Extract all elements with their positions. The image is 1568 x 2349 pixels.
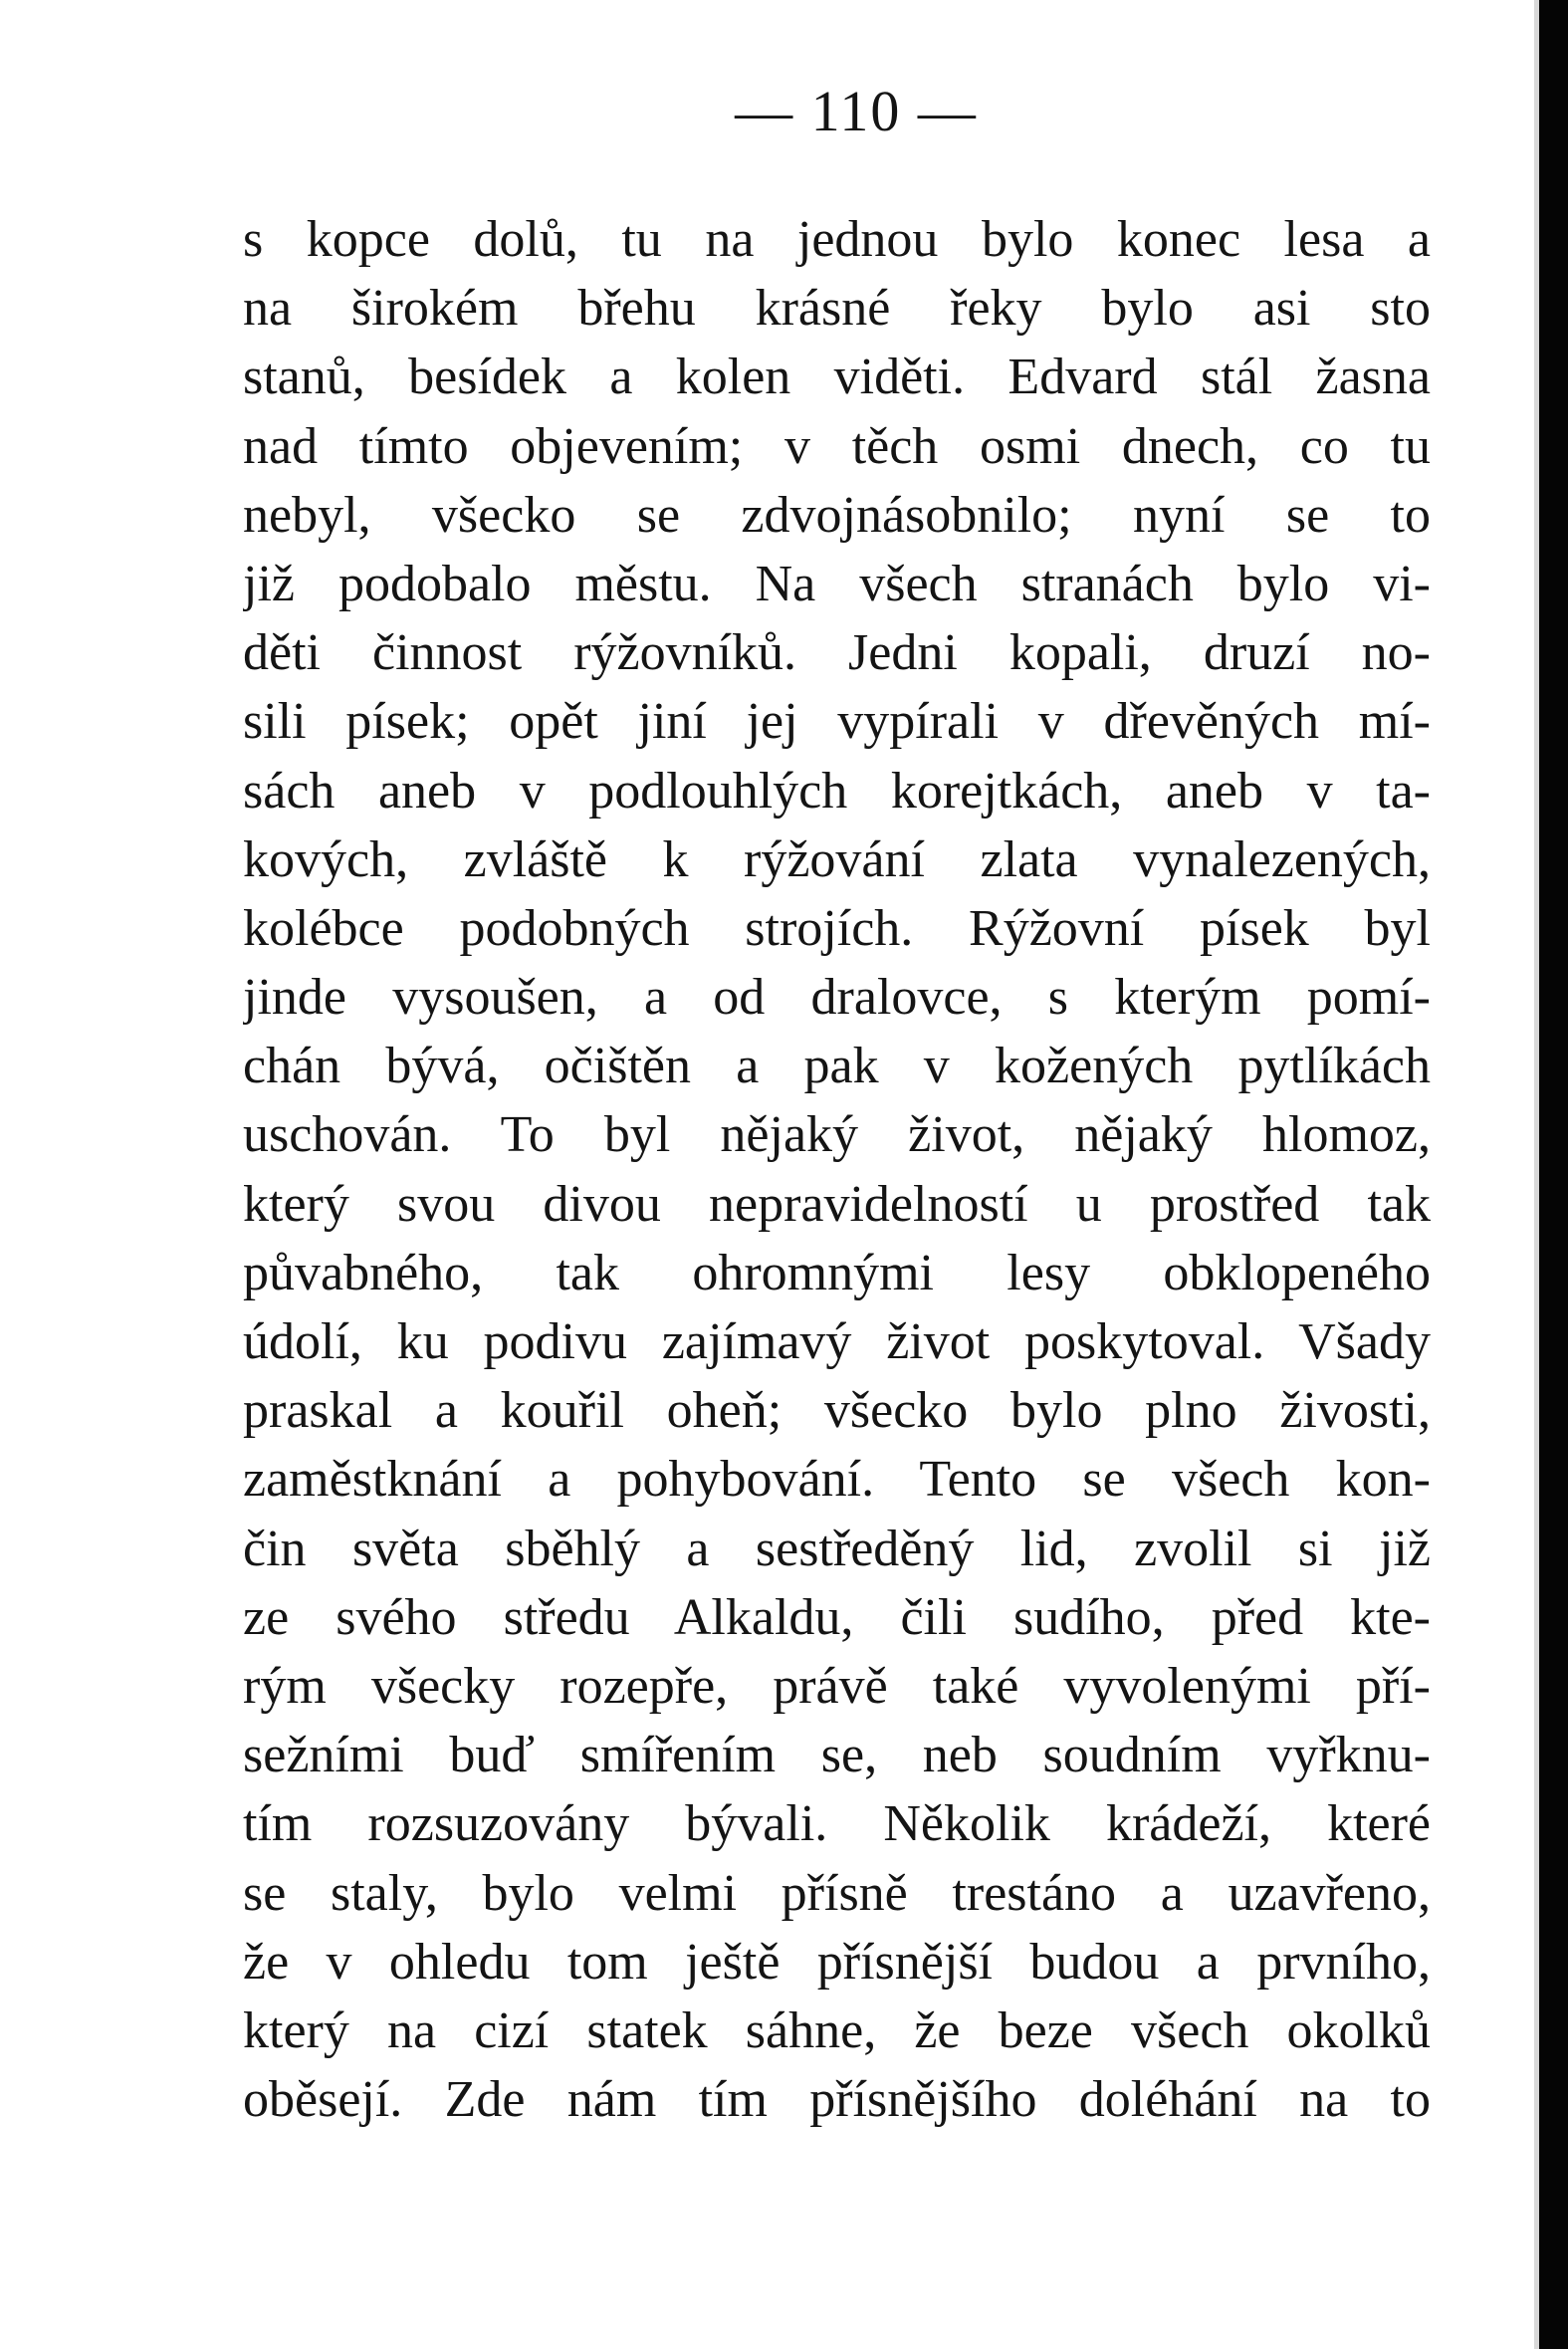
text-line: který na cizí statek sáhne, že beze všech okolků bbox=[243, 2001, 1431, 2059]
text-line: kových, zvláště k rýžování zlata vynalezených, bbox=[243, 830, 1431, 888]
text-line: na širokém břehu krásné řeky bylo asi sto bbox=[243, 280, 1431, 338]
text-line: jinde vysoušen, a od dralovce, s kterým pomí- bbox=[243, 969, 1431, 1027]
page-number: — 110 — bbox=[735, 79, 978, 143]
text-line: zaměstknání a pohybování. Tento se všech kon- bbox=[243, 1451, 1431, 1509]
text-line: nebyl, všecko se zdvojnásobnilo; nyní se to bbox=[243, 486, 1431, 544]
text-line: který svou divou nepravidelností u prostřed tak bbox=[243, 1175, 1431, 1233]
text-line: sách aneb v podlouhlých korejtkách, aneb v ta- bbox=[243, 762, 1431, 820]
text-line: se staly, bylo velmi přísně trestáno a uzavřeno, bbox=[243, 1864, 1431, 1922]
text-line: praskal a kouřil oheň; všecko bylo plno živosti, bbox=[243, 1382, 1431, 1440]
text-line: že v ohledu tom ještě přísnější budou a prvního, bbox=[243, 1933, 1431, 1991]
text-line: půvabného, tak ohromnými lesy obklopeného bbox=[243, 1244, 1431, 1301]
text-line: s kopce dolů, tu na jednou bylo konec lesa a bbox=[243, 211, 1431, 268]
text-line: ze svého středu Alkaldu, čili sudího, před kte- bbox=[243, 1588, 1431, 1646]
text-line: oběsejí. Zde nám tím přísnějšího doléhání na to bbox=[243, 2071, 1431, 2129]
text-line: sili písek; opět jiní jej vypírali v dřevěných mí- bbox=[243, 693, 1431, 751]
text-line: nad tímto objevením; v těch osmi dnech, co tu bbox=[243, 417, 1431, 475]
text-line: stanů, besídek a kolen viděti. Edvard stál žasna bbox=[243, 349, 1431, 406]
text-line: již podobalo městu. Na všech stranách bylo vi- bbox=[243, 555, 1431, 612]
text-line: čin světa sběhlý a sestředěný lid, zvolil si již bbox=[243, 1520, 1431, 1577]
text-line: chán bývá, očištěn a pak v kožených pytlíkách bbox=[243, 1038, 1431, 1095]
text-line: údolí, ku podivu zajímavý život poskytoval. Všady bbox=[243, 1313, 1431, 1370]
text-line: uschován. To byl nějaký život, nějaký hlomoz, bbox=[243, 1106, 1431, 1164]
text-line: rým všecky rozepře, právě také vyvolenými pří- bbox=[243, 1657, 1431, 1715]
text-line: sežními buď smířením se, neb soudním vyřknu- bbox=[243, 1727, 1431, 1784]
text-line: děti činnost rýžovníků. Jedni kopali, druzí no- bbox=[243, 624, 1431, 682]
text-line: tím rozsuzovány bývali. Několik krádeží, které bbox=[243, 1795, 1431, 1853]
body-text bbox=[243, 205, 1431, 2134]
text-line: kolébce podobných strojích. Rýžovní písek byl bbox=[243, 899, 1431, 957]
scan-edge-border bbox=[1539, 0, 1568, 2349]
